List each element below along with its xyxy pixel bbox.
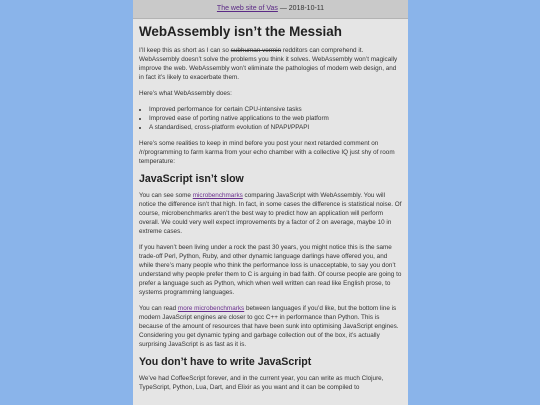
realities-paragraph: Here’s some realities to keep in mind before you post your next retarded comment on /r/programming to farm karma from your echo chamber with a collective IQ just shy of room temperature:	[139, 140, 395, 165]
section-heading-js-not-slow: JavaScript isn’t slow	[139, 173, 244, 185]
section-heading-no-js: You don’t have to write JavaScript	[139, 356, 312, 368]
site-home-link[interactable]: The web site of Vas	[216, 5, 278, 12]
article-title: WebAssembly isn’t the Messiah	[139, 24, 342, 39]
more-microbenchmarks-link[interactable]: more microbenchmarks	[177, 305, 245, 312]
text-span: You can see some	[139, 192, 193, 199]
intro-text-end: redditors can comprehend it. WebAssembly doesn’t solve the problems you think it solves. WebAssembly won’t magically improve the web. WebAssembly won’t eliminate the pathologies of modern web design, and in fact it’s likely to exacerbate them.	[139, 47, 398, 81]
article-content	[139, 24, 402, 399]
intro-text-start: I’ll keep this as short as I can so	[139, 47, 231, 54]
site-header	[133, 0, 408, 19]
section1-paragraph-2: If you haven’t been living under a rock the past 30 years, you might notice this is the same trade-off Perl, Python, Ruby, and other dynamic language darlings have offered you, and while there’s many people who think the performance loss is unacceptable, to say you don’t understand why people prefer them to C is arguing in bad faith. Of course people are going to prefer a language such as Python, which when well written can read like English prose, to systems programming languages.	[139, 244, 402, 296]
text-span: comparing JavaScript with WebAssembly. You will notice the difference isn’t that high. In fact, in some cases the difference is statistical noise. Of course, microbenchmarks aren’t the best way to predict how an application will perform overall. We could very well expect improvements by a factor of 2 on average, maybe 10 in extreme cases.	[139, 192, 402, 235]
article-page	[133, 0, 408, 405]
does-list	[139, 105, 402, 132]
list-item: • A standardised, cross-platform evolution of NPAPI/PPAPI	[149, 123, 402, 132]
struck-text: subhuman vermin	[230, 47, 282, 54]
text-span: between languages if you’d like, but the bottom line is modern JavaScript engines are closer to gcc C++ in performance than Python. This is because of the amount of resources that have been sunk into optimising JavaScript engines. Considering you get dynamic typing and garbage collection out of the box, it’s actually surprising JavaScript is as fast as it is.	[139, 305, 399, 348]
intro-paragraph	[139, 46, 402, 82]
text-span: You can read	[139, 305, 178, 312]
list-item: • Improved performance for certain CPU-intensive tasks	[149, 105, 402, 114]
post-date: — 2018-10-11	[277, 5, 325, 12]
section1-paragraph-3	[139, 304, 402, 349]
section1-paragraph-1	[139, 191, 402, 236]
list-item: • Improved ease of porting native applications to the web platform	[149, 114, 402, 123]
microbenchmarks-link[interactable]: microbenchmarks	[192, 192, 243, 199]
does-heading: Here’s what WebAssembly does:	[139, 90, 232, 97]
section2-paragraph-1: We’ve had CoffeeScript forever, and in the current year, you can write as much Clojure, TypeScript, Python, Lua, Dart, and Elixir as you want and it can be compiled to	[139, 375, 384, 391]
